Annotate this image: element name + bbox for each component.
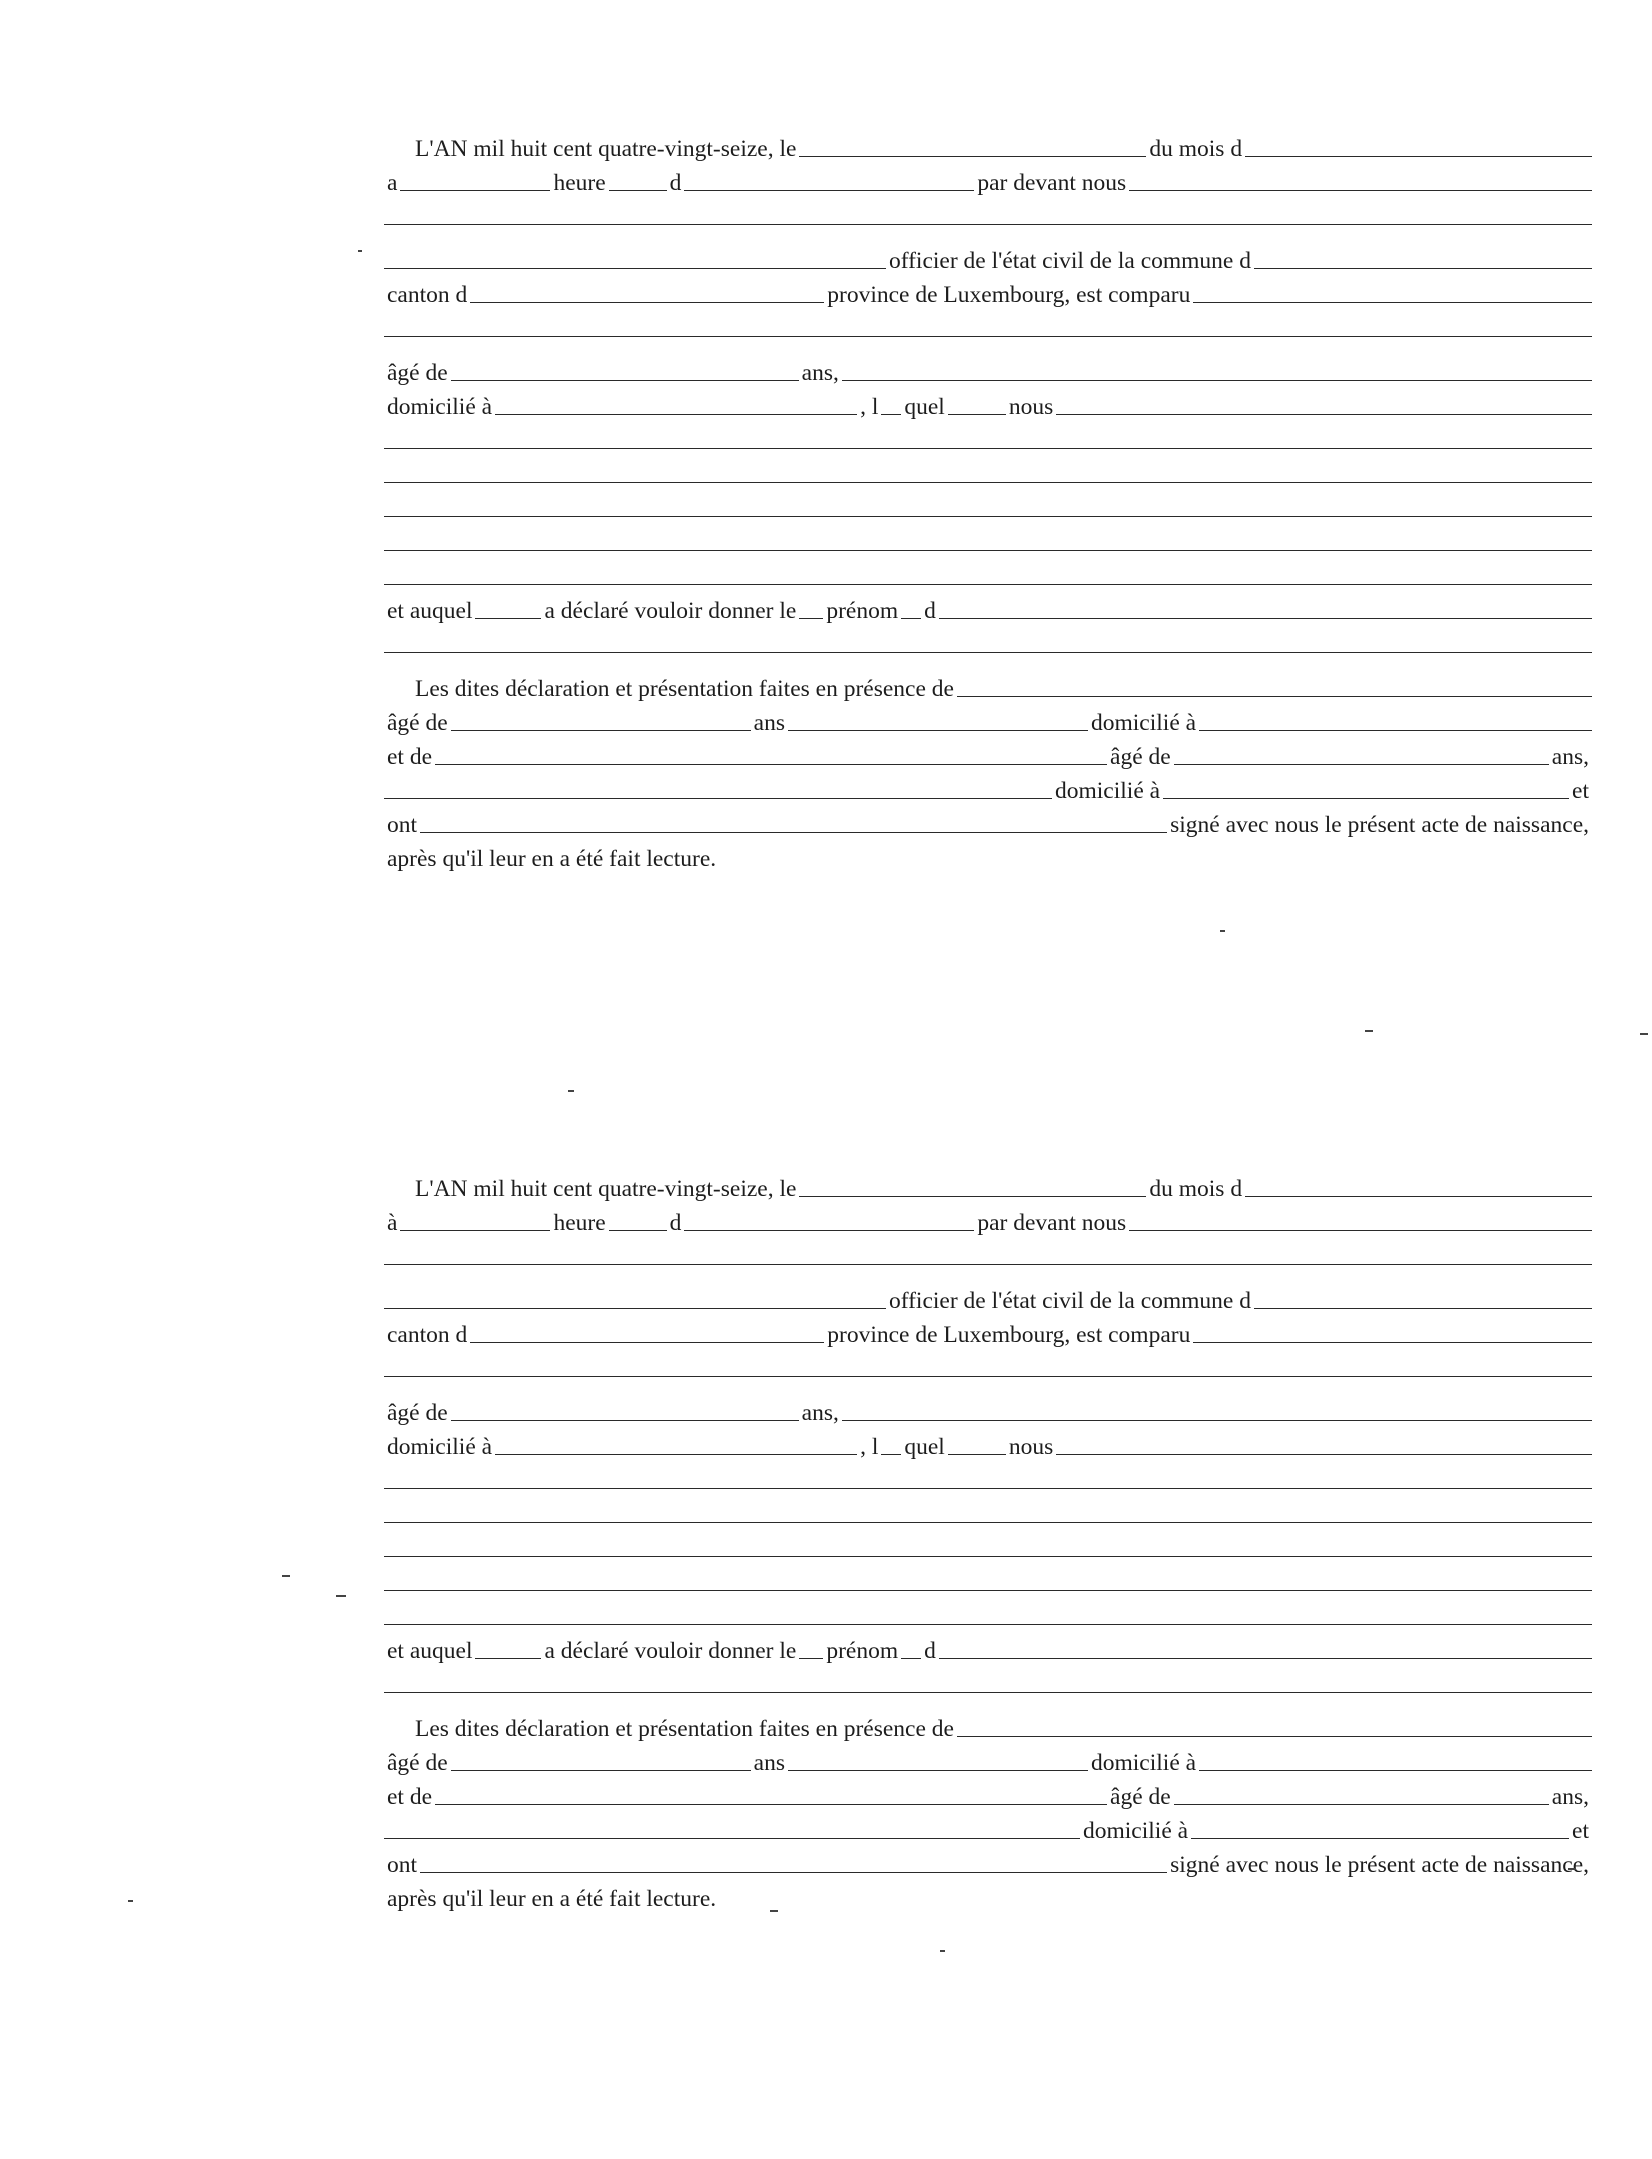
form2-age-text: âgé de bbox=[387, 1399, 448, 1426]
form2-day-field[interactable] bbox=[799, 1196, 1146, 1197]
form1-line-witness2-domicile bbox=[384, 772, 1592, 806]
form1-lecture-text: après qu'il leur en a été fait lecture. bbox=[387, 845, 717, 872]
form1-w2-ans-text: ans, bbox=[1551, 743, 1589, 770]
form2-ont-text: ont bbox=[387, 1851, 418, 1878]
form2-officer-title-field[interactable] bbox=[384, 1308, 886, 1309]
form2-witness1-field[interactable] bbox=[957, 1736, 1592, 1737]
form1-line-canton bbox=[384, 276, 1592, 310]
form1-ans-text: ans, bbox=[801, 359, 839, 386]
form2-w2-age-text: âgé de bbox=[1110, 1783, 1171, 1810]
form1-line-hour bbox=[384, 164, 1592, 198]
form2-line-signature bbox=[384, 1846, 1592, 1880]
form2-par-devant-text: par devant nous bbox=[977, 1209, 1127, 1236]
form2-profession-field[interactable] bbox=[842, 1420, 1592, 1421]
form1-child-line-1[interactable] bbox=[384, 422, 1592, 456]
form2-signe-text: signé avec nous le présent acte de naissance, bbox=[1170, 1851, 1589, 1878]
scan-speck bbox=[568, 1090, 574, 1092]
form2-prenom-count-field[interactable] bbox=[799, 1658, 823, 1659]
form2-province-text: province de Luxembourg, est comparu bbox=[827, 1321, 1191, 1348]
form1-w2-domicile-field[interactable] bbox=[1163, 798, 1569, 799]
form1-daypart-field[interactable] bbox=[609, 190, 667, 191]
form2-prenom-suffix-field[interactable] bbox=[901, 1658, 921, 1659]
form1-signe-text: signé avec nous le présent acte de naissance, bbox=[1170, 811, 1589, 838]
form2-ans-text: ans, bbox=[801, 1399, 839, 1426]
form1-commune-field[interactable] bbox=[1254, 268, 1592, 269]
form2-child-field[interactable] bbox=[1056, 1454, 1592, 1455]
form1-d-text: d bbox=[669, 169, 682, 196]
form2-nous-text: nous bbox=[1008, 1433, 1054, 1460]
form2-officer-name-line[interactable] bbox=[384, 1238, 1592, 1272]
form1-child-line-4[interactable] bbox=[384, 524, 1592, 558]
form2-domicile-text: domicilié à bbox=[387, 1433, 493, 1460]
form1-canton-field[interactable] bbox=[470, 302, 824, 303]
scan-speck bbox=[282, 1575, 290, 1577]
form1-w2-age-field[interactable] bbox=[1174, 764, 1549, 765]
form2-w2-et-de-text: et de bbox=[387, 1783, 433, 1810]
form2-line-witness1-age bbox=[384, 1744, 1592, 1778]
form2-donner-text: a déclaré vouloir donner le bbox=[544, 1637, 797, 1664]
form2-age-field[interactable] bbox=[451, 1420, 799, 1421]
form1-line-domicile bbox=[384, 388, 1592, 422]
form2-w2-name-field[interactable] bbox=[435, 1804, 1107, 1805]
form2-officier-text: officier de l'état civil de la commune d bbox=[888, 1287, 1251, 1314]
form1-w1-ans-text: ans bbox=[753, 709, 785, 736]
form1-line-signature bbox=[384, 806, 1592, 840]
form2-canton-text: canton d bbox=[387, 1321, 468, 1348]
scan-speck bbox=[770, 1910, 778, 1912]
form1-auquel-text: et auquel bbox=[387, 597, 473, 624]
form1-ont-text: ont bbox=[387, 811, 418, 838]
form2-child-line-1[interactable] bbox=[384, 1462, 1592, 1496]
form1-prenom-line[interactable] bbox=[384, 626, 1592, 660]
form1-line-lecture bbox=[384, 840, 1592, 874]
form1-period-field[interactable] bbox=[684, 190, 974, 191]
form2-prenom-field[interactable] bbox=[939, 1658, 1592, 1659]
form1-w2-age-text: âgé de bbox=[1110, 743, 1171, 770]
form1-child-line-3[interactable] bbox=[384, 490, 1592, 524]
form2-w1-domicile-field[interactable] bbox=[1199, 1770, 1592, 1771]
scan-speck bbox=[940, 1950, 945, 1952]
scan-speck bbox=[128, 1900, 133, 1902]
form2-line-domicile bbox=[384, 1428, 1592, 1462]
form2-line-presence bbox=[384, 1710, 1592, 1744]
form1-w1-domicile-text: domicilié à bbox=[1091, 709, 1197, 736]
form2-w2-domicile-text: domicilié à bbox=[1083, 1817, 1189, 1844]
form2-child-line-3[interactable] bbox=[384, 1530, 1592, 1564]
form2-line-witness2 bbox=[384, 1778, 1592, 1812]
form1-comparant-field[interactable] bbox=[1193, 302, 1592, 303]
form2-w2-ans-text: ans, bbox=[1551, 1783, 1589, 1810]
form1-donner-text: a déclaré vouloir donner le bbox=[544, 597, 797, 624]
form1-et-text: et bbox=[1572, 777, 1589, 804]
form1-line-age bbox=[384, 354, 1592, 388]
form1-signature-field[interactable] bbox=[420, 832, 1167, 833]
form1-month-field[interactable] bbox=[1245, 156, 1592, 157]
form1-comparant-line[interactable] bbox=[384, 310, 1592, 344]
form2-lecture-text: après qu'il leur en a été fait lecture. bbox=[387, 1885, 717, 1912]
form2-line-date bbox=[384, 1170, 1592, 1204]
form1-presence-text: Les dites déclaration et présentation faites en présence de bbox=[415, 675, 954, 702]
form1-child-line-5[interactable] bbox=[384, 558, 1592, 592]
form2-canton-field[interactable] bbox=[470, 1342, 824, 1343]
form1-province-text: province de Luxembourg, est comparu bbox=[827, 281, 1191, 308]
form2-line-witness2-domicile bbox=[384, 1812, 1592, 1846]
form1-age-field[interactable] bbox=[451, 380, 799, 381]
scan-speck bbox=[1640, 1033, 1648, 1035]
form1-domicile-field[interactable] bbox=[495, 414, 857, 415]
form2-w2-domicile-field[interactable] bbox=[1191, 1838, 1569, 1839]
form2-presented-field[interactable] bbox=[948, 1454, 1006, 1455]
form1-heure-text: heure bbox=[553, 169, 606, 196]
form2-line-hour bbox=[384, 1204, 1592, 1238]
form2-lequel-text: , l bbox=[860, 1433, 879, 1460]
form1-child-line-2[interactable] bbox=[384, 456, 1592, 490]
form2-w1-age-text: âgé de bbox=[387, 1749, 448, 1776]
form2-w1-profession-field[interactable] bbox=[788, 1770, 1088, 1771]
form1-presented-field[interactable] bbox=[948, 414, 1006, 415]
form1-line-witness1-age bbox=[384, 704, 1592, 738]
form2-domicile-field[interactable] bbox=[495, 1454, 857, 1455]
form1-w1-domicile-field[interactable] bbox=[1199, 730, 1592, 731]
form1-quel-text: quel bbox=[904, 393, 945, 420]
form1-prenom-count-field[interactable] bbox=[799, 618, 823, 619]
form1-line-witness2 bbox=[384, 738, 1592, 772]
form1-canton-text: canton d bbox=[387, 281, 468, 308]
form2-w2-age-field[interactable] bbox=[1174, 1804, 1549, 1805]
form2-period-field[interactable] bbox=[684, 1230, 974, 1231]
form1-officer-name-field[interactable] bbox=[1129, 190, 1592, 191]
form2-presence-text: Les dites déclaration et présentation faites en présence de bbox=[415, 1715, 954, 1742]
form2-comparant-field[interactable] bbox=[1193, 1342, 1592, 1343]
form2-auquel-field[interactable] bbox=[475, 1658, 541, 1659]
form1-par-devant-text: par devant nous bbox=[977, 169, 1127, 196]
form1-auquel-field[interactable] bbox=[475, 618, 541, 619]
form2-w1-age-field[interactable] bbox=[451, 1770, 751, 1771]
form1-prenom-d-text: d bbox=[924, 597, 936, 624]
form2-month-field[interactable] bbox=[1245, 1196, 1592, 1197]
form1-line-officer bbox=[384, 242, 1592, 276]
form2-w2-profession-field[interactable] bbox=[384, 1838, 1080, 1839]
form1-prenom-suffix-field[interactable] bbox=[901, 618, 921, 619]
form2-d-text: d bbox=[669, 1209, 682, 1236]
form1-child-field[interactable] bbox=[1056, 414, 1592, 415]
form2-auquel-text: et auquel bbox=[387, 1637, 473, 1664]
form2-line-lecture bbox=[384, 1880, 1592, 1914]
form2-year-text: L'AN mil huit cent quatre-vingt-seize, le bbox=[415, 1175, 797, 1202]
form2-lequel-field[interactable] bbox=[881, 1454, 901, 1455]
form2-month-text: du mois d bbox=[1149, 1175, 1243, 1202]
form1-line-prenom bbox=[384, 592, 1592, 626]
form1-nous-text: nous bbox=[1008, 393, 1054, 420]
form1-w2-domicile-text: domicilié à bbox=[1055, 777, 1161, 804]
form2-child-line-4[interactable] bbox=[384, 1564, 1592, 1598]
scan-speck bbox=[336, 1595, 346, 1597]
form1-month-text: du mois d bbox=[1149, 135, 1243, 162]
form2-quel-text: quel bbox=[904, 1433, 945, 1460]
form2-prenom-text: prénom bbox=[826, 1637, 899, 1664]
form2-comparant-line[interactable] bbox=[384, 1350, 1592, 1384]
form2-commune-field[interactable] bbox=[1254, 1308, 1592, 1309]
form2-et-text: et bbox=[1572, 1817, 1589, 1844]
form1-profession-field[interactable] bbox=[842, 380, 1592, 381]
form1-day-field[interactable] bbox=[799, 156, 1146, 157]
form2-a-text: à bbox=[387, 1209, 398, 1236]
form1-hour-field[interactable] bbox=[400, 190, 550, 191]
form1-line-date bbox=[384, 130, 1592, 164]
form2-heure-text: heure bbox=[553, 1209, 606, 1236]
form1-a-text: a bbox=[387, 169, 398, 196]
form1-officer-title-field[interactable] bbox=[384, 268, 886, 269]
form1-w1-profession-field[interactable] bbox=[788, 730, 1088, 731]
form1-w2-et-de-text: et de bbox=[387, 743, 433, 770]
form2-child-line-5[interactable] bbox=[384, 1598, 1592, 1632]
form2-daypart-field[interactable] bbox=[609, 1230, 667, 1231]
form2-prenom-d-text: d bbox=[924, 1637, 936, 1664]
form1-prenom-text: prénom bbox=[826, 597, 899, 624]
birth-certificate-form-1 bbox=[384, 130, 1592, 874]
form2-w1-ans-text: ans bbox=[753, 1749, 785, 1776]
form2-line-officer bbox=[384, 1282, 1592, 1316]
form1-lequel-text: , l bbox=[860, 393, 879, 420]
form1-prenom-field[interactable] bbox=[939, 618, 1592, 619]
scan-speck bbox=[358, 250, 362, 252]
form1-officier-text: officier de l'état civil de la commune d bbox=[888, 247, 1251, 274]
form2-officer-name-field[interactable] bbox=[1129, 1230, 1592, 1231]
scan-speck bbox=[1568, 1868, 1576, 1870]
form2-w1-domicile-text: domicilié à bbox=[1091, 1749, 1197, 1776]
form1-age-text: âgé de bbox=[387, 359, 448, 386]
form1-w2-profession-field[interactable] bbox=[384, 798, 1052, 799]
form1-line-presence bbox=[384, 670, 1592, 704]
form1-w1-age-text: âgé de bbox=[387, 709, 448, 736]
form2-line-prenom bbox=[384, 1632, 1592, 1666]
scan-speck bbox=[1365, 1030, 1373, 1032]
form1-domicile-text: domicilié à bbox=[387, 393, 493, 420]
form2-child-line-2[interactable] bbox=[384, 1496, 1592, 1530]
form2-signature-field[interactable] bbox=[420, 1872, 1167, 1873]
form1-w1-age-field[interactable] bbox=[451, 730, 751, 731]
form1-witness1-field[interactable] bbox=[957, 696, 1592, 697]
form1-officer-name-line[interactable] bbox=[384, 198, 1592, 232]
form1-w2-name-field[interactable] bbox=[435, 764, 1107, 765]
form2-line-age bbox=[384, 1394, 1592, 1428]
form2-hour-field[interactable] bbox=[400, 1230, 550, 1231]
birth-certificate-form-2 bbox=[384, 1170, 1592, 1914]
form2-line-canton bbox=[384, 1316, 1592, 1350]
scan-speck bbox=[1220, 930, 1225, 932]
form2-prenom-line[interactable] bbox=[384, 1666, 1592, 1700]
form1-lequel-field[interactable] bbox=[881, 414, 901, 415]
form1-year-text: L'AN mil huit cent quatre-vingt-seize, le bbox=[415, 135, 797, 162]
